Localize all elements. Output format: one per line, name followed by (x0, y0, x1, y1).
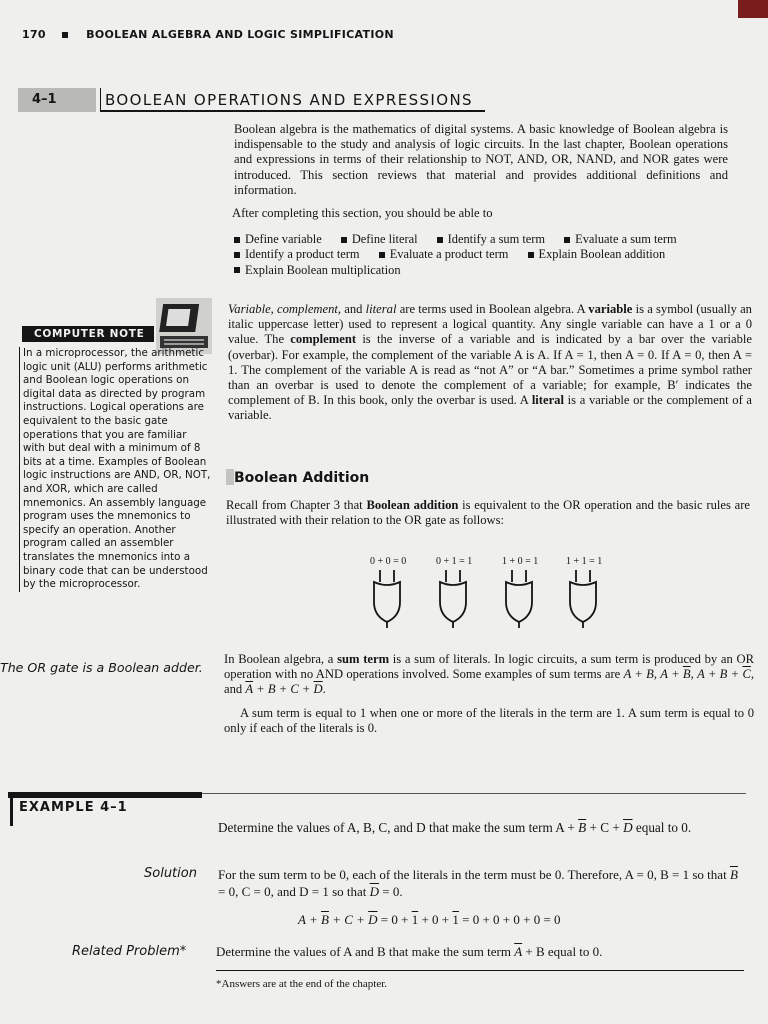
computer-note-label: COMPUTER NOTE (22, 326, 154, 342)
objectives-list (230, 232, 730, 278)
text-run: is a sum of literals. In logic circuits, a sum term is produced by an OR operation with no AND operations involved. Some examples of sum terms are (224, 652, 755, 682)
complement-literal: $\overline{B}$ (320, 912, 329, 927)
or-rule-label: 1 + 1 = 1 (566, 556, 603, 567)
term-variable-complement: Variable, complement, (228, 302, 342, 316)
variables-paragraph (228, 302, 752, 424)
footnote: *Answers are at the end of the chapter. (216, 978, 388, 990)
boolean-addition-paragraph (226, 498, 750, 528)
complement-literal: $\overline{D}$ (368, 912, 378, 927)
objectives-row-2 (230, 247, 730, 262)
square-bullet-icon (341, 237, 347, 243)
text-run: is equivalent to the OR operation and the basic rules are illustrated with their relation to the OR gate as follows: (226, 498, 750, 528)
text-run: is a symbol (usually an italic uppercase letter) used to represent a logical quantity. Any single variable can have a 1 or a 0 value. The (228, 302, 752, 347)
solution-equation (298, 912, 561, 928)
complement-literal: $\overline{D}$ (623, 820, 633, 835)
or-gate-icon (440, 570, 466, 628)
term-variable-bold: variable (588, 302, 633, 316)
computer-icon (156, 298, 212, 354)
objective-item: Explain Boolean multiplication (245, 262, 401, 277)
term-boolean-addition: Boolean addition (366, 498, 459, 512)
footnote-rule (216, 970, 744, 971)
text-run: . (322, 682, 326, 697)
objective-item: Define variable (245, 232, 322, 246)
square-bullet-icon (564, 237, 570, 243)
or-rule-label: 0 + 0 = 0 (370, 556, 407, 567)
solution-label: Solution (144, 866, 197, 881)
or-rule-label: 0 + 1 = 1 (436, 556, 473, 567)
square-bullet-icon (62, 32, 68, 38)
text-run: = 0, C = 0, and D = 1 so that (218, 884, 367, 899)
page-corner-mark (738, 0, 768, 18)
complement-value: 1 (452, 912, 459, 927)
term-sum-term: sum term (337, 652, 390, 666)
complement-value: 1 (411, 912, 419, 927)
complement-literal: $\overline{D}$ (313, 682, 323, 697)
text-run: and (344, 302, 363, 316)
objectives-row-1 (230, 232, 730, 247)
square-bullet-icon (379, 252, 385, 258)
boolean-addition-heading: Boolean Addition (234, 470, 370, 486)
text-run: + C + (589, 820, 620, 835)
sum-term-example: + B + C + (256, 682, 311, 697)
sum-term-example: A + B + (697, 667, 740, 682)
text-run: is the inverse of a variable and is indicated by a bar over the variable (overbar). For example, the complement of the variable A is A. If A = 1, then A = 0. If A = 0, then A = 1. The complement of the variable A is read as “not A” or “A bar.” Sometimes a prime symbol rather than an overbar is used to denote the complement of a variable; for example, B′ indicates the complement of B. In this book, only the overbar is used. A (228, 332, 753, 408)
term-literal: literal (365, 302, 397, 316)
objective-item: Identify a product term (245, 247, 360, 262)
text-run: + 0 + (421, 912, 450, 927)
running-title: BOOLEAN ALGEBRA AND LOGIC SIMPLIFICATION (86, 28, 394, 41)
example-label: EXAMPLE 4–1 (10, 798, 202, 826)
text-run: = 0. (382, 884, 403, 899)
objective-item: Explain Boolean addition (538, 247, 666, 262)
text-run: , (690, 667, 694, 682)
square-bullet-icon (528, 252, 534, 258)
text-run: In Boolean algebra, a (224, 652, 334, 666)
objective-item: Identify a sum term (447, 232, 546, 246)
or-gate-icon (506, 570, 532, 628)
margin-note: The OR gate is a Boolean adder. (0, 660, 203, 675)
square-bullet-icon (234, 267, 240, 273)
sum-term-example: A + (660, 667, 680, 682)
square-bullet-icon (234, 237, 240, 243)
text-run: , and (224, 667, 755, 697)
related-problem-label: Related Problem* (72, 944, 187, 959)
example-rule (202, 793, 746, 794)
complement-literal: $\overline{A}$ (245, 682, 254, 697)
computer-note-text: In a microprocessor, the arithmetic logic unit (ALU) performs arithmetic and Boolean logic operations on digital data as directed by program instructions. Logical operations are equivalent to the basic gate operations that you are familiar with but deal with a minimum of 8 bits at a time. Examples of Boolean logic instructions are AND, OR, NOT, and XOR, which are called mnemonics. An assembly language program uses the mnemonics to specify an operation. Another program called an assembler translates the mnemonics into a binary code that can be understood by the microprocessor. (19, 347, 211, 592)
section-number: 4–1 (18, 88, 96, 112)
or-gate-icon (570, 570, 596, 628)
solution-text (218, 866, 738, 900)
term-complement-bold: complement (290, 332, 357, 347)
related-problem-text (216, 944, 746, 960)
or-gate-icons (360, 570, 630, 628)
text-run: are terms used in Boolean algebra. A (399, 302, 586, 316)
or-gate-rules-figure (360, 556, 630, 628)
text-run: Determine the values of A and B that make the sum term (216, 944, 511, 959)
complement-literal: $\overline{C}$ (742, 667, 751, 682)
section-title: BOOLEAN OPERATIONS AND EXPRESSIONS (100, 88, 485, 112)
term-literal-bold: literal (531, 393, 564, 408)
text-run: = 0 + 0 + 0 + 0 = 0 (462, 912, 561, 927)
text-run: + B equal to 0. (525, 944, 603, 959)
subsection-marker (226, 469, 234, 485)
text-run: Determine the values of A, B, C, and D that make the sum term A + (218, 820, 575, 835)
page-number: 170 (22, 28, 46, 41)
objectives-row-3 (230, 263, 730, 278)
sum-term-example: A + B, (623, 667, 657, 682)
objectives-lead: After completing this section, you should be able to (232, 206, 493, 220)
complement-literal: $\overline{A}$ (514, 944, 523, 959)
example-question (218, 819, 738, 836)
text-run: equal to 0. (635, 820, 692, 835)
complement-literal: $\overline{B}$ (578, 820, 587, 835)
objective-item: Define literal (351, 232, 418, 246)
or-gate-icon (374, 570, 400, 628)
text-run: + C + (332, 912, 365, 927)
text-run: For the sum term to be 0, each of the literals in the term must be 0. Therefore, A = 0, B = 1 so that (218, 867, 727, 882)
text-run: Recall from Chapter 3 that (226, 498, 363, 512)
complement-literal: $\overline{B}$ (729, 867, 738, 882)
objective-item: Evaluate a sum term (575, 232, 677, 246)
sum-term-rule-paragraph: A sum term is equal to 1 when one or more of the literals in the term are 1. A sum term is equal to 0 only if each of the literals is 0. (224, 706, 754, 736)
text-run: = 0 + (380, 912, 409, 927)
running-header (22, 28, 394, 41)
objective-item: Evaluate a product term (389, 247, 509, 262)
sum-term-paragraph (224, 652, 754, 698)
square-bullet-icon (234, 252, 240, 258)
text-run: is a variable or the complement of a variable. (228, 393, 753, 423)
complement-literal: $\overline{B}$ (682, 667, 691, 682)
text-run: A + (298, 912, 318, 927)
square-bullet-icon (437, 237, 443, 243)
complement-literal: $\overline{D}$ (369, 884, 380, 899)
or-rule-label: 1 + 0 = 1 (502, 556, 539, 567)
intro-paragraph: Boolean algebra is the mathematics of digital systems. A basic knowledge of Boolean algebra is indispensable to the study and analysis of logic circuits. In the last chapter, Boolean operations and expressions in terms of their relationship to NOT, AND, OR, NAND, and NOR gates were introduced. This section reviews that material and provides additional definitions and information. (234, 122, 728, 197)
